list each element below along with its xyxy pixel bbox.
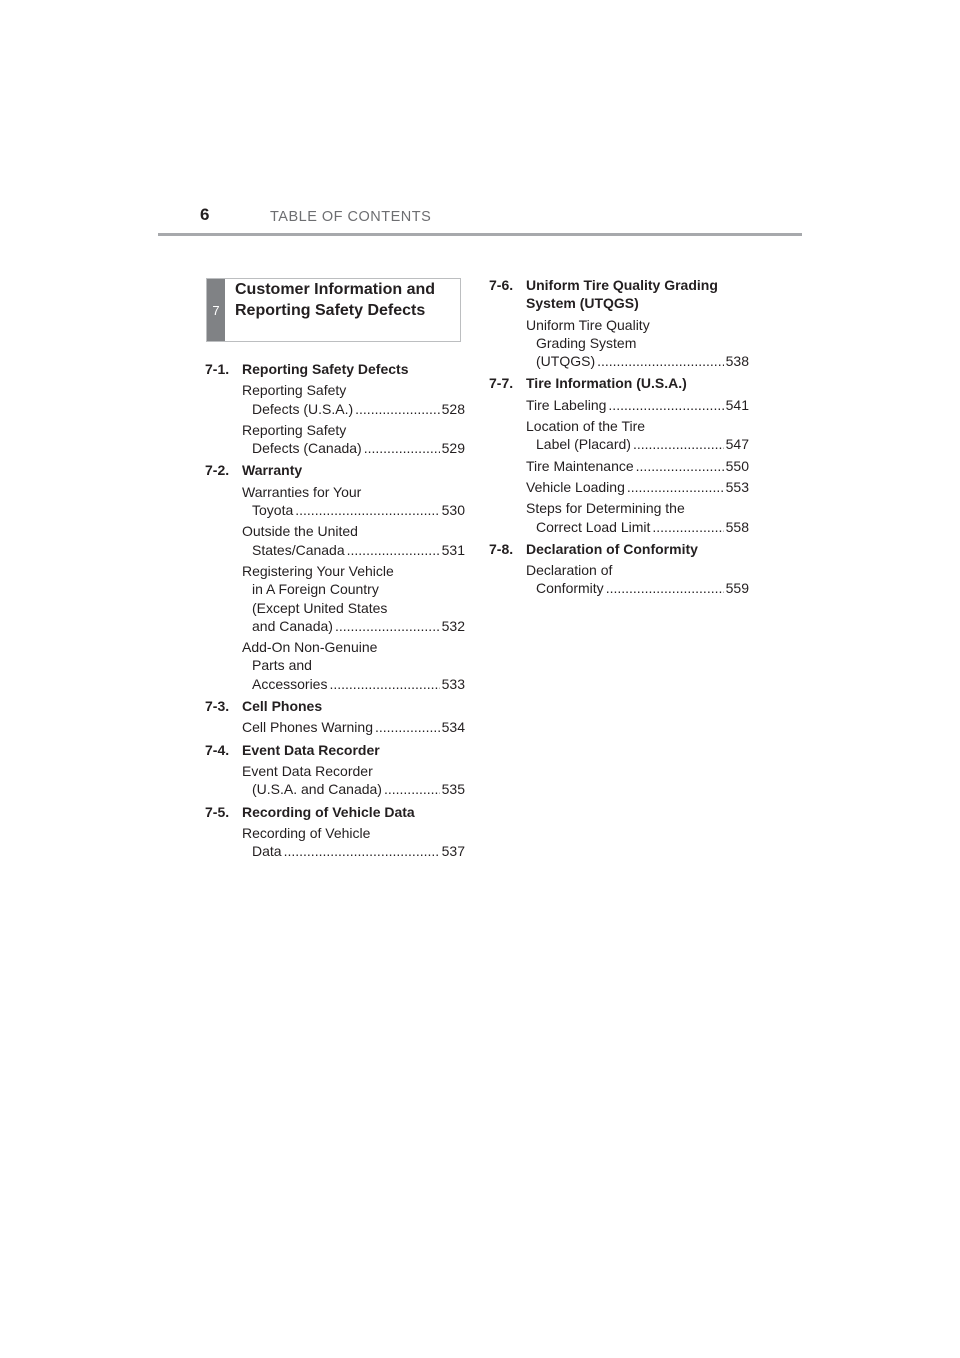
entry-page-number: 528	[441, 400, 465, 417]
entry-page-number: 538	[725, 353, 749, 370]
dot-leader	[633, 435, 724, 453]
entry-last-line	[242, 718, 465, 736]
entry-title-line: Defects (Canada)	[252, 440, 362, 457]
dot-leader	[329, 675, 439, 693]
entry-title-line: Grading System	[536, 334, 637, 351]
section-number: 7-7.	[489, 375, 514, 392]
entry-last-line	[526, 396, 749, 414]
entry-title-line: Parts and	[252, 657, 312, 674]
dot-leader	[364, 439, 440, 457]
section-title	[242, 803, 465, 821]
section-title-line: Reporting Safety Defects	[242, 361, 409, 377]
entry-title-line: Declaration of	[526, 562, 613, 579]
entry-page-number: 533	[441, 675, 465, 692]
dot-leader	[606, 579, 724, 597]
toc-section	[205, 741, 465, 799]
section-number: 7-1.	[205, 361, 230, 377]
entry-page-number: 532	[441, 617, 465, 634]
section-title-line: Uniform Tire Quality Grading	[526, 277, 718, 293]
entry-title-line: Outside the United	[242, 523, 358, 540]
toc-section	[489, 540, 749, 598]
entry-title-line: Location of the Tire	[526, 418, 646, 435]
section-number: 7-3.	[205, 698, 230, 715]
header-title: TABLE OF CONTENTS	[270, 209, 432, 225]
toc-section	[489, 276, 749, 370]
entry-title-line: Label (Placard)	[536, 436, 631, 453]
toc-entry[interactable]	[242, 762, 465, 799]
toc-section	[205, 697, 465, 737]
entry-title-line: (UTQGS)	[536, 353, 596, 370]
section-title	[242, 741, 465, 759]
entry-title-line: and Canada)	[252, 617, 333, 634]
dot-leader	[284, 842, 440, 860]
chapter-number-tab	[207, 279, 225, 341]
section-number: 7-2.	[205, 462, 230, 479]
chapter-heading	[206, 278, 461, 342]
toc-entry[interactable]	[242, 421, 465, 458]
entry-title-line: in A Foreign Country	[252, 581, 379, 598]
page-header	[158, 205, 802, 237]
entry-page-number: 559	[725, 580, 749, 597]
chapter-number: 7	[212, 302, 220, 318]
section-title-line: Recording of Vehicle Data	[242, 803, 415, 820]
entry-title-line: Defects (U.S.A.)	[252, 400, 354, 417]
entry-title-line: Add-On Non-Genuine	[242, 639, 378, 656]
entry-title-line: Tire Labeling	[526, 396, 607, 413]
toc-section	[205, 803, 465, 861]
dot-leader	[347, 541, 440, 559]
section-heading	[205, 697, 465, 715]
entry-last-line	[526, 435, 749, 453]
entry-title-line: Registering Your Vehicle	[242, 562, 394, 579]
toc-entry[interactable]	[526, 417, 749, 454]
section-title-line: Event Data Recorder	[242, 741, 380, 758]
toc-column-left	[205, 360, 465, 864]
dot-leader	[636, 457, 724, 475]
section-title	[242, 697, 465, 715]
entry-last-line	[242, 541, 465, 559]
dot-leader	[295, 501, 439, 519]
dot-leader	[608, 396, 723, 414]
entry-title-line: Accessories	[252, 675, 328, 692]
toc-entry[interactable]	[526, 478, 749, 496]
dot-leader	[375, 718, 440, 736]
section-heading	[205, 741, 465, 759]
entry-title-line: Toyota	[252, 502, 294, 519]
entry-page-number: 558	[725, 518, 749, 535]
entry-page-number: 537	[441, 843, 465, 860]
entry-last-line	[526, 478, 749, 496]
entry-title-line: Tire Maintenance	[526, 457, 634, 474]
entry-page-number: 531	[441, 541, 465, 558]
toc-entry[interactable]	[242, 562, 465, 635]
entry-page-number: 541	[725, 396, 749, 413]
section-title	[526, 374, 749, 392]
section-title-line: Cell Phones	[242, 698, 323, 715]
dot-leader	[652, 518, 723, 536]
entry-title-line: Event Data Recorder	[242, 762, 373, 779]
entry-page-number: 529	[441, 440, 465, 457]
entry-page-number: 535	[441, 781, 465, 798]
page-number: 6	[200, 205, 210, 224]
toc-column-right	[489, 276, 749, 602]
toc-entry[interactable]	[242, 483, 465, 520]
section-title	[242, 461, 465, 479]
entry-page-number: 547	[725, 436, 749, 453]
entry-last-line	[526, 579, 749, 597]
toc-section	[205, 461, 465, 693]
entry-last-line	[526, 352, 749, 370]
section-heading	[489, 374, 749, 392]
chapter-title: Customer Information and Reporting Safety Defects	[235, 281, 436, 319]
entry-title-line: Warranties for Your	[242, 483, 362, 500]
entry-title-line: Correct Load Limit	[536, 518, 651, 535]
entry-page-number: 534	[441, 719, 465, 736]
toc-section	[205, 360, 465, 457]
entry-title-line: Reporting Safety	[242, 421, 347, 438]
entry-title-line: Recording of Vehicle	[242, 824, 371, 841]
header-rule	[158, 233, 802, 236]
entry-title-line: (U.S.A. and Canada)	[252, 781, 382, 798]
toc-entry[interactable]	[526, 396, 749, 414]
toc-entry[interactable]	[526, 499, 749, 536]
toc-entry[interactable]	[526, 561, 749, 598]
entry-last-line	[242, 675, 465, 693]
section-title-line: Declaration of Conformity	[526, 540, 698, 557]
section-number: 7-4.	[205, 741, 230, 758]
entry-last-line	[242, 400, 465, 418]
dot-leader	[335, 617, 440, 635]
toc-entry[interactable]	[242, 522, 465, 559]
entry-title-line: Data	[252, 843, 282, 860]
toc-entry[interactable]	[526, 316, 749, 371]
entry-last-line	[526, 518, 749, 536]
section-title-line: System (UTQGS)	[526, 295, 639, 312]
toc-entry[interactable]	[242, 381, 465, 418]
entry-title-line: Cell Phones Warning	[242, 719, 373, 736]
section-title	[242, 360, 465, 378]
section-heading	[489, 540, 749, 558]
entry-last-line	[242, 501, 465, 519]
entry-last-line	[526, 457, 749, 475]
toc-entry[interactable]	[242, 718, 465, 736]
entry-page-number: 550	[725, 457, 749, 474]
dot-leader	[384, 780, 440, 798]
entry-page-number: 530	[441, 502, 465, 519]
entry-page-number: 553	[725, 478, 749, 495]
section-title-line: Tire Information (U.S.A.)	[526, 375, 687, 392]
entry-title-line: Vehicle Loading	[526, 478, 625, 495]
toc-entry[interactable]	[242, 824, 465, 861]
section-heading	[205, 461, 465, 479]
section-heading	[489, 276, 749, 313]
entry-last-line	[242, 780, 465, 798]
dot-leader	[627, 478, 724, 496]
section-heading	[205, 803, 465, 821]
section-number: 7-6.	[489, 277, 514, 293]
toc-entry[interactable]	[526, 457, 749, 475]
entry-title-line: Conformity	[536, 580, 604, 597]
entry-last-line	[242, 439, 465, 457]
toc-section	[489, 374, 749, 535]
entry-title-line: (Except United States	[252, 599, 388, 616]
entry-last-line	[242, 842, 465, 860]
entry-last-line	[242, 617, 465, 635]
section-number: 7-8.	[489, 540, 514, 557]
section-title	[526, 276, 749, 313]
dot-leader	[355, 400, 440, 418]
section-title-line: Warranty	[242, 462, 303, 479]
section-number: 7-5.	[205, 803, 230, 820]
entry-title-line: Reporting Safety	[242, 382, 347, 399]
dot-leader	[597, 352, 724, 370]
section-title	[526, 540, 749, 558]
entry-title-line: Steps for Determining the	[526, 500, 685, 517]
section-heading	[205, 360, 465, 378]
entry-title-line: States/Canada	[252, 541, 345, 558]
toc-entry[interactable]	[242, 638, 465, 693]
entry-title-line: Uniform Tire Quality	[526, 316, 650, 333]
